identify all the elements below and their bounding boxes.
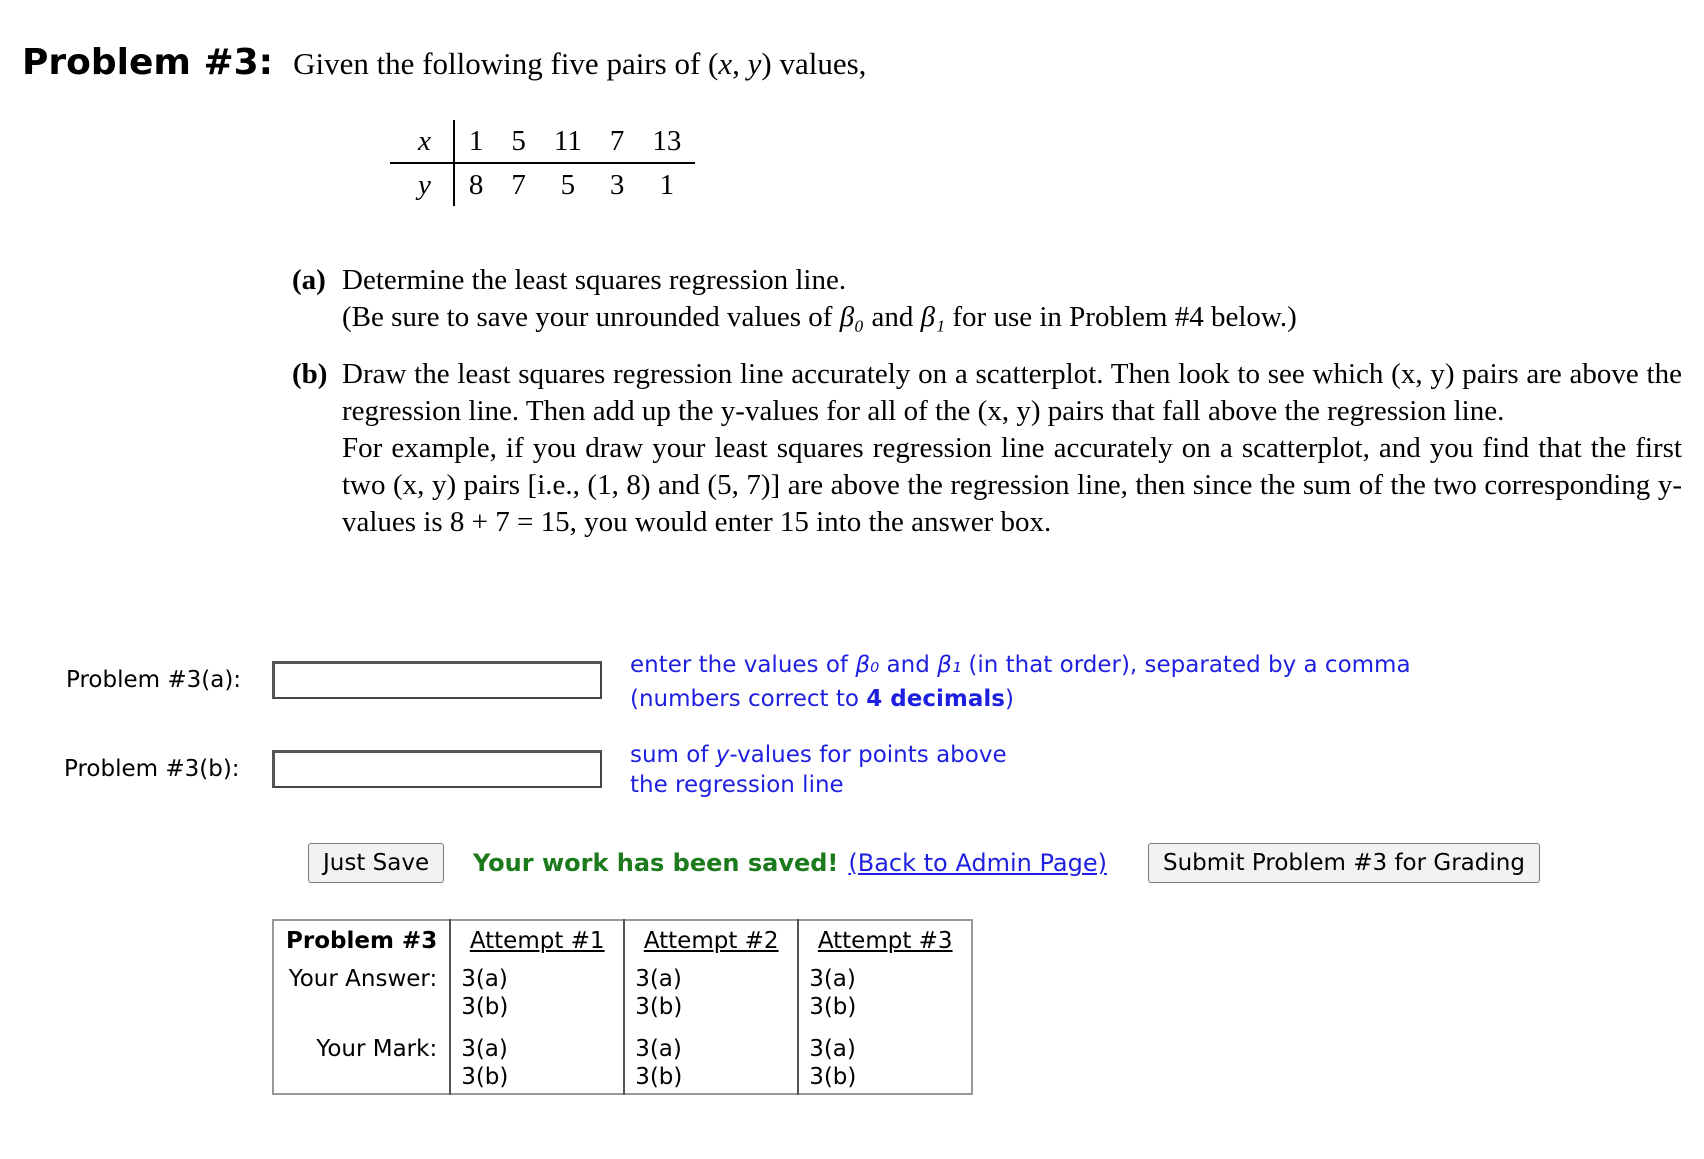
y-row (390, 163, 695, 206)
attempt-2-header[interactable]: Attempt #2 (624, 920, 798, 963)
answer-b-input[interactable] (272, 750, 602, 788)
y-value: 3 (609, 169, 625, 201)
your-mark-row (273, 1023, 972, 1094)
attempt-3-mark: 3(a) 3(b) (798, 1023, 972, 1094)
answer-b-label: Problem #3(b): (64, 756, 240, 782)
attempt-3-header[interactable]: Attempt #3 (798, 920, 972, 963)
answer-a-label: Problem #3(a): (66, 667, 242, 693)
x-value: 1 (454, 120, 498, 163)
problem-title-label: Problem #3: (22, 42, 274, 83)
beta1-symbol: β₁ (920, 301, 946, 333)
y-value: 1 (659, 169, 675, 201)
y-row-label: y (390, 163, 454, 206)
x-row (390, 120, 695, 163)
x-value: 11 (540, 120, 596, 163)
attempt-3-answer: 3(a) 3(b) (798, 963, 972, 1023)
beta0-symbol: β₀ (839, 301, 865, 333)
part-a (292, 262, 1692, 336)
attempt-2-mark: 3(a) 3(b) (624, 1023, 798, 1094)
answer-b-hint: sum of y-values for points above the regression line (630, 742, 1007, 798)
attempt-1-mark: 3(a) 3(b) (450, 1023, 624, 1094)
x-row-label: x (390, 120, 454, 163)
answer-a-input[interactable] (272, 661, 602, 699)
part-a-line1: Determine the least squares regression line. (342, 264, 847, 296)
attempt-1-header[interactable]: Attempt #1 (450, 920, 624, 963)
part-a-line2: (Be sure to save your unrounded values of β₀ and β₁ for use in Problem #4 below.) (342, 301, 1297, 333)
back-to-admin-link[interactable]: (Back to Admin Page) (848, 849, 1107, 877)
attempt-1-answer: 3(a) 3(b) (450, 963, 624, 1023)
x-value: 13 (638, 120, 695, 163)
your-answer-row (273, 963, 972, 1023)
part-b-label: (b) (292, 358, 328, 390)
attempts-corner-label: Problem #3 (286, 928, 438, 954)
problem-title (22, 42, 866, 83)
x-value: 7 (596, 120, 639, 163)
part-a-label: (a) (292, 264, 326, 296)
y-value: 5 (560, 169, 576, 201)
save-status (473, 849, 1107, 877)
attempts-header-row (273, 920, 972, 963)
part-b (292, 356, 1692, 541)
attempt-2-answer: 3(a) 3(b) (624, 963, 798, 1023)
attempts-table (272, 919, 973, 1095)
part-b-paragraph-2: For example, if you draw your least squares regression line accurately on a scatterplot, and you find that the first two (x, y) pairs [i.e., (1, 8) and (5, 7)] are above the regression line, then since the sum of the two corresponding y-values is 8 + 7 = 15, you would enter 15 into the answer box. (342, 432, 1682, 538)
your-mark-label: Your Mark: (316, 1036, 438, 1062)
saved-message: Your work has been saved! (473, 849, 839, 877)
submit-for-grading-button[interactable]: Submit Problem #3 for Grading (1148, 843, 1540, 883)
part-b-paragraph-1: Draw the least squares regression line accurately on a scatterplot. Then look to see which (x, y) pairs are above the regression line. Then add up the y-values for all of the (x, y) pairs that fall above the regression line. (342, 358, 1682, 427)
answer-a-hint: enter the values of β₀ and β₁ (in that order), separated by a comma (numbers correct to 4 decimals) (630, 652, 1411, 712)
problem-intro: Given the following five pairs of (x, y) values, (293, 46, 867, 81)
just-save-button[interactable]: Just Save (308, 843, 444, 883)
x-value: 5 (497, 120, 540, 163)
y-value: 7 (511, 169, 526, 201)
y-value: 8 (468, 169, 484, 201)
xy-data-table (390, 120, 695, 206)
your-answer-label: Your Answer: (288, 966, 438, 992)
